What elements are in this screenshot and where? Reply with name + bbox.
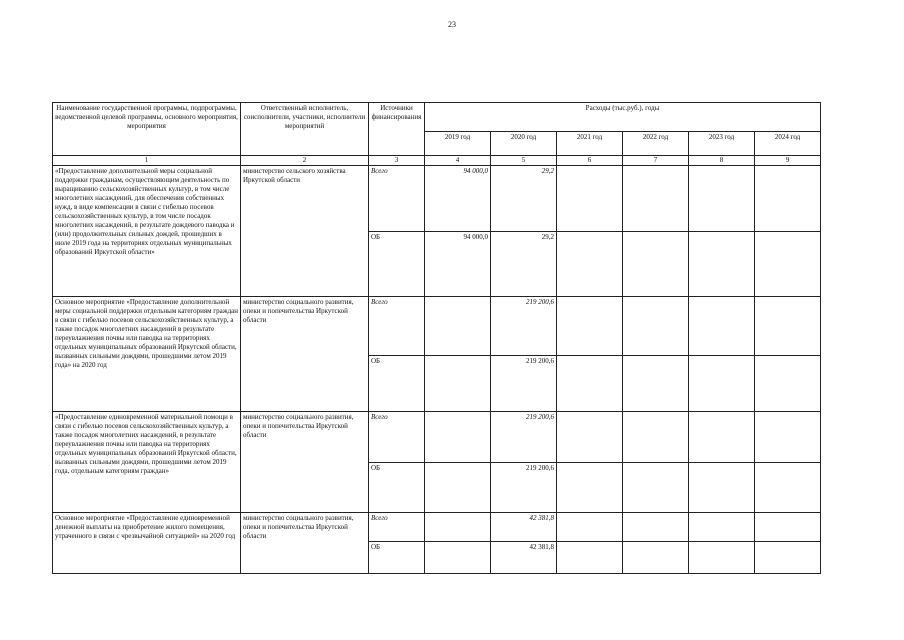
source-total: Всего bbox=[369, 412, 425, 463]
table-row bbox=[53, 412, 821, 463]
column-number: 6 bbox=[557, 156, 623, 166]
source-total: Всего bbox=[369, 166, 425, 232]
row-name: Основное мероприятие «Предоставление единовременной денежной выплаты на приобретение жилого помещения, утраченного в связи с чрезвычайной ситуацией» на 2020 год bbox=[53, 513, 241, 574]
header-expenses: Расходы (тыс.руб.), годы bbox=[425, 103, 821, 132]
source-ob: ОБ bbox=[369, 463, 425, 513]
value-cell bbox=[425, 412, 491, 463]
column-number-row bbox=[53, 156, 821, 166]
row-executor: министерство социального развития, опеки и попечительства Иркутской области bbox=[241, 297, 369, 412]
column-number: 5 bbox=[491, 156, 557, 166]
column-number: 4 bbox=[425, 156, 491, 166]
page-number: 23 bbox=[448, 20, 456, 29]
value-cell: 219 200,6 bbox=[491, 297, 557, 356]
header-year: 2019 год bbox=[425, 132, 491, 156]
row-name: «Предоставление дополнительной меры социальной поддержки гражданам, осуществляющим деятельность по выращиванию сельскохозяйственных культур, в том числе многолетних насаждений, для обеспечения собственных нужд, в виде компенсации в связи с гибелью посевов сельскохозяйственных культур, в том числе посадок многолетних насаждений, в результате дождевого паводка и (или) продолжительных сильных дождей, прошедших в июле 2019 года на территориях отдельных муниципальных образований Иркутской области» bbox=[53, 166, 241, 297]
header-year: 2022 год bbox=[623, 132, 689, 156]
value-cell: 219 200,6 bbox=[491, 412, 557, 463]
value-cell: 29,2 bbox=[491, 232, 557, 297]
source-total: Всего bbox=[369, 513, 425, 542]
value-cell bbox=[425, 297, 491, 356]
value-cell: 94 000,0 bbox=[425, 166, 491, 232]
header-year: 2023 год bbox=[689, 132, 755, 156]
row-executor: министерство социального развития, опеки и попечительства Иркутской области bbox=[241, 513, 369, 574]
table-row bbox=[53, 166, 821, 232]
header-year: 2020 год bbox=[491, 132, 557, 156]
header-year: 2021 год bbox=[557, 132, 623, 156]
column-number: 3 bbox=[369, 156, 425, 166]
table-row bbox=[53, 297, 821, 356]
column-number: 8 bbox=[689, 156, 755, 166]
value-cell: 219 200,6 bbox=[491, 463, 557, 513]
column-number: 2 bbox=[241, 156, 369, 166]
header-executor: Ответственный исполнитель, соисполнители, участники, исполнители мероприятий bbox=[241, 103, 369, 156]
column-number: 9 bbox=[755, 156, 821, 166]
source-ob: ОБ bbox=[369, 356, 425, 412]
header-source: Источники финансирования bbox=[369, 103, 425, 156]
value-cell: 29,2 bbox=[491, 166, 557, 232]
source-ob: ОБ bbox=[369, 232, 425, 297]
row-name: «Предоставление единовременной материальной помощи в связи с гибелью посевов сельскохозяйственных культур, а также посадок многолетних насаждений, в результате переувлажнения почвы или паводка на территориях отдельных муниципальных образований Иркутской области, вызванных сильными дождями, прошедшими летом 2019 года, отдельным категориям граждан» bbox=[53, 412, 241, 513]
value-cell: 42 381,8 bbox=[491, 542, 557, 574]
row-executor: министерство социального развития, опеки и попечительства Иркутской области bbox=[241, 412, 369, 513]
value-cell bbox=[425, 513, 491, 542]
budget-table bbox=[52, 102, 821, 574]
value-cell bbox=[425, 542, 491, 574]
value-cell bbox=[425, 463, 491, 513]
header-year: 2024 год bbox=[755, 132, 821, 156]
column-number: 1 bbox=[53, 156, 241, 166]
source-ob: ОБ bbox=[369, 542, 425, 574]
row-name: Основное мероприятие «Предоставление дополнительной меры социальной поддержки отдельным категориям граждан в связи с гибелью посевов сельскохозяйственных культур, а также посадок многолетних насаждений в результате переувлажнения почвы или паводка на территориях отдельных муниципальных образований Иркутской области, вызванных сильными дождями, прошедшими летом 2019 года» на 2020 год bbox=[53, 297, 241, 412]
value-cell: 42 381,8 bbox=[491, 513, 557, 542]
column-number: 7 bbox=[623, 156, 689, 166]
value-cell: 219 200,6 bbox=[491, 356, 557, 412]
value-cell bbox=[425, 356, 491, 412]
value-cell: 94 000,0 bbox=[425, 232, 491, 297]
table-row bbox=[53, 513, 821, 542]
header-name: Наименование государственной программы, подпрограммы, ведомственной целевой программы, основного мероприятия, мероприятия bbox=[53, 103, 241, 156]
row-executor: министерство сельского хозяйства Иркутской области bbox=[241, 166, 369, 297]
source-total: Всего bbox=[369, 297, 425, 356]
